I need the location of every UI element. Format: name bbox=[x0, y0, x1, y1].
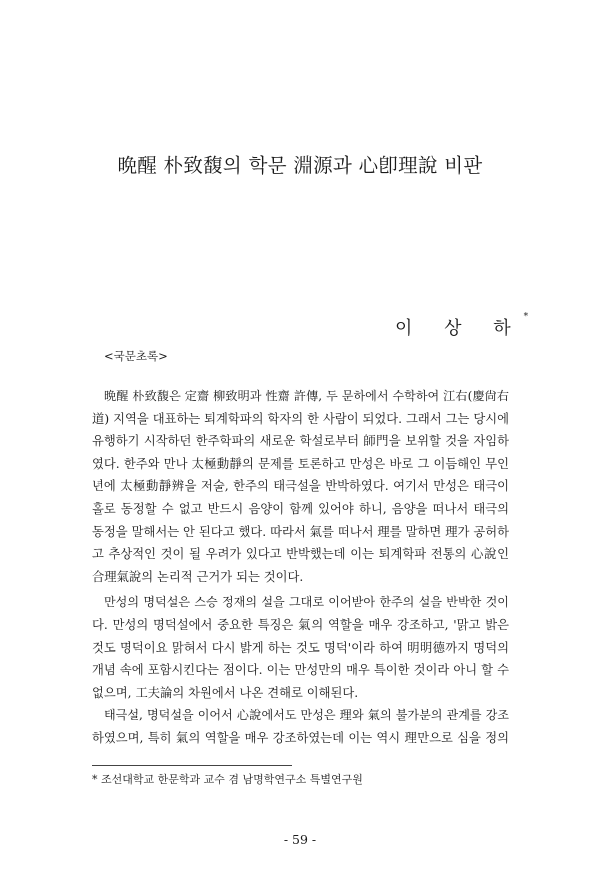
page-number: - 59 - bbox=[283, 832, 317, 847]
abstract-heading: <국문초록> bbox=[104, 349, 168, 363]
paper-title: 晩醒 朴致馥의 학문 淵源과 心卽理說 비판 bbox=[117, 154, 483, 177]
text-line: 하였으며, 특히 氣의 역할을 매우 강조하였는데 이는 역시 理만으로 심을 정의 bbox=[92, 730, 509, 745]
text-line: 다. 만성의 명덕설에서 중요한 특징은 氣의 역할을 매우 강조하고, '맑고 밝은 bbox=[92, 617, 509, 632]
text-line: 였다. 한주와 만나 太極動靜의 문제를 토론하고 만성은 바로 그 이듬해인 무인 bbox=[92, 456, 509, 471]
author-name-text: 이 상 하 bbox=[395, 318, 524, 339]
text-line: 년에 太極動靜辨을 저술, 한주의 태극설을 반박하였다. 여기서 만성은 태극이 bbox=[92, 479, 509, 494]
text-line: 것도 명덕이요 맑혀서 다시 밝게 하는 것도 명덕'이라 하여 明明德까지 명덕의 bbox=[92, 640, 509, 655]
text-line: 유행하기 시작하던 한주학파의 새로운 학설로부터 師門을 보위할 것을 자임하 bbox=[92, 434, 509, 449]
paragraph-1 bbox=[92, 385, 509, 588]
abstract-body bbox=[92, 385, 509, 750]
text-line: 合理氣說의 논리적 근거가 되는 것이다. bbox=[92, 569, 304, 584]
text-line: 개념 속에 포함시킨다는 점이다. 이는 만성만의 매우 특이한 것이라 아니 할 수 bbox=[92, 663, 509, 678]
text-line: 道) 지역을 대표하는 퇴계학파의 학자의 한 사람이 되었다. 그래서 그는 당시에 bbox=[92, 411, 509, 426]
footnote-divider bbox=[92, 765, 292, 766]
text-line: 태극설, 명덕설을 이어서 心說에서도 만성은 理와 氣의 불가분의 관계를 강조 bbox=[104, 708, 509, 723]
text-line: 만성의 명덕설은 스승 정재의 설을 그대로 이어받아 한주의 설을 반박한 것이 bbox=[104, 595, 509, 610]
text-line: 晩醒 朴致馥은 定齋 柳致明과 性齋 許傳, 두 문하에서 수학하여 江右(慶尙右 bbox=[104, 389, 509, 403]
text-line: 없으며, 工夫論의 차원에서 나온 견해로 이해된다. bbox=[92, 685, 359, 700]
text-line: 고 추상적인 것이 될 우려가 있다고 반박했는데 이는 퇴계학파 전통의 心說인 bbox=[92, 547, 509, 562]
author-name bbox=[395, 314, 528, 340]
footnote: * 조선대학교 한문학과 교수 겸 남명학연구소 특별연구원 bbox=[92, 773, 363, 786]
paragraph-3 bbox=[92, 704, 509, 749]
author-footnote-mark: * bbox=[523, 312, 529, 322]
paragraph-2 bbox=[92, 591, 509, 704]
text-line: 홀로 동정할 수 없고 반드시 음양이 함께 있어야 하니, 음양을 떠나서 태극의 bbox=[92, 501, 509, 516]
text-line: 동정을 말해서는 안 된다고 했다. 따라서 氣를 떠나서 理를 말하면 理가 공허하 bbox=[92, 524, 509, 539]
